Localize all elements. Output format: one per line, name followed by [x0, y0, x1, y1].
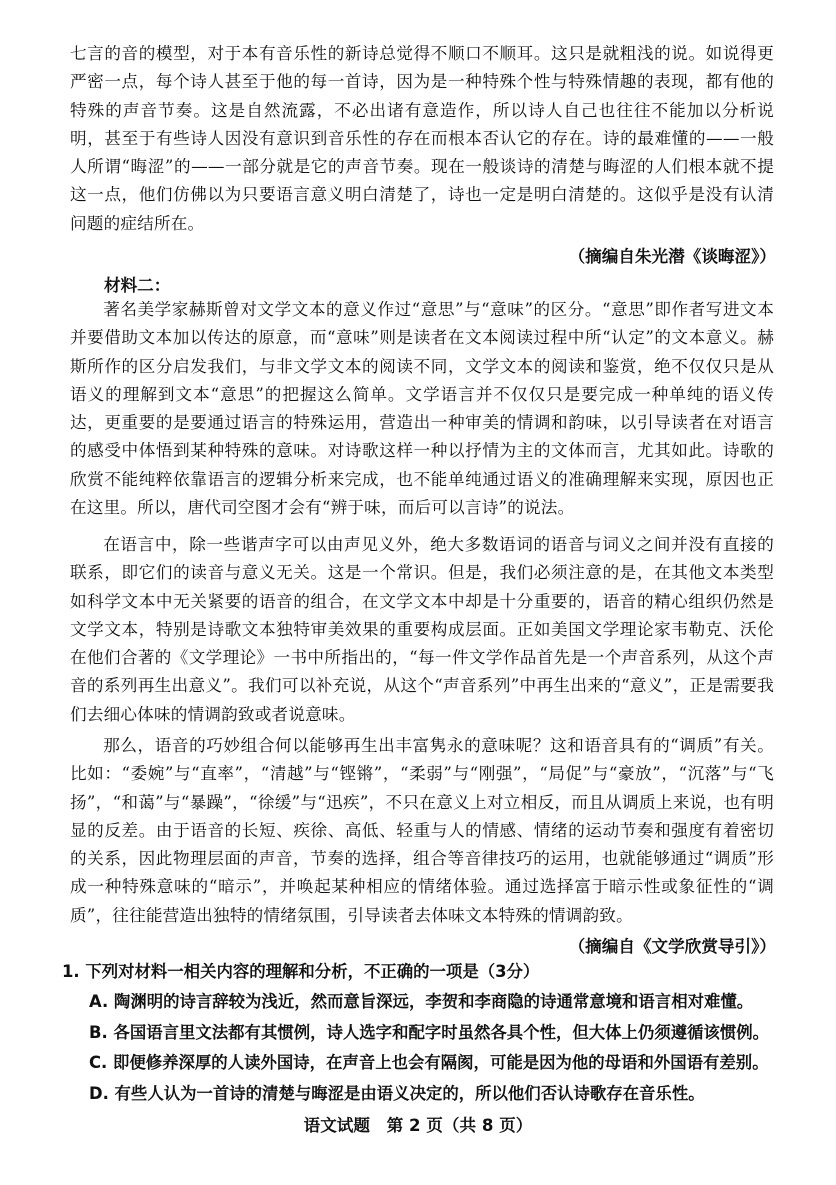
question-1-option-d[interactable]: D. 有些人认为一首诗的清楚与晦涩是由语义决定的，所以他们否认诗歌存在音乐性。: [89, 1083, 705, 1103]
question-1-stem: 1. 下列对材料一相关内容的理解和分析，不正确的一项是（3分）: [62, 962, 540, 981]
page-footer: 语文试题 第 2 页（共 8 页）: [303, 1116, 533, 1135]
question-1-option-b[interactable]: B. 各国语言里文法都有其惯例，诗人选字和配字时虽然各具个性，但大体上仍须遵循该惯例。: [89, 1022, 770, 1042]
material2-paragraph-2: 在语言中，除一些谐声字可以由声见义外，绝大多数语词的语音与词义之间并没有直接的联系，即它们的读音与意义无关。这是一个常识。但是，我们必须注意的是，在其他文本类型如科学文本中无关紧要的语音的组合，在文学文本中却是十分重要的，语音的精心组织仍然是文学文本，特别是诗歌文本独特审美效果的重要构成层面。正如美国文学理论家韦勒克、沃伦在他们合著的《文学理论》一书中所指出的，“每一件文学作品首先是一个声音系列，从这个声音的系列再生出意义”。我们可以补充说，从这个“声音系列”中再生出来的“意义”，正是需要我们去细心体味的情调韵致或者说意味。: [70, 535, 774, 724]
material2-paragraph-3: 那么，语音的巧妙组合何以能够再生出丰富隽永的意味呢？这和语音具有的“调质”有关。比如：“委婉”与“直率”，“清越”与“铿锵”，“柔弱”与“刚强”，“局促”与“豪放”，“沉落”与“飞扬”，“和蔼”与“暴躁”，“徐缓”与“迅疾”，不只在意义上对立相反，而且从调质上来说，也有明显的反差。由于语音的长短、疾徐、高低、轻重与人的情感、情绪的运动节奏和强度有着密切的关系，因此物理层面的声音，节奏的选择，组合等音律技巧的运用，也就能够通过“调质”形成一种特殊意味的“暗示”，并唤起某种相应的情绪体验。通过选择富于暗示性或象征性的“调质”，往往能营造出独特的情绪氛围，引导读者去体味文本特殊的情调韵致。: [70, 736, 774, 925]
material1-tail-paragraph: 七言的音的模型，对于本有音乐性的新诗总觉得不顺口不顺耳。这只是就粗浅的说。如说得更严密一点，每个诗人甚至于他的每一首诗，因为是一种特殊个性与特殊情趣的表现，都有他的特殊的声音节奏。这是自然流露，不必出诸有意造作，所以诗人自己也往往不能加以分析说明，甚至于有些诗人因没有意识到音乐性的存在而根本否认它的存在。诗的最难懂的——一般人所谓“晦涩”的——一部分就是它的声音节奏。现在一般谈诗的清楚与晦涩的人们根本就不提这一点，他们仿佛以为只要语言意义明白清楚了，诗也一定是明白清楚的。这似乎是没有认清问题的症结所在。: [70, 44, 774, 233]
material2-paragraph-1: 著名美学家赫斯曾对文学文本的意义作过“意思”与“意味”的区分。“意思”即作者写进文本并要借助文本加以传达的原意，而“意味”则是读者在文本阅读过程中所“认定”的文本意义。赫斯所作的区分启发我们，与非文学文本的阅读不同，文学文本的阅读和鉴赏，绝不仅仅只是从语义的理解到文本“意思”的把握这么简单。文学语言并不仅仅只是要完成一种单纯的语义传达，更重要的是要通过语言的特殊运用，营造出一种审美的情调和韵味，以引导读者在对语言的感受中体悟到某种特殊的意味。对诗歌这样一种以抒情为主的文体而言，尤其如此。诗歌的欣赏不能纯粹依靠语言的逻辑分析来完成，也不能单纯通过语义的准确理解来实现，原因也正在这里。所以，唐代司空图才会有“辨于味，而后可以言诗”的说法。: [70, 300, 774, 518]
material2-heading: 材料二：: [104, 276, 171, 295]
question-1-option-a[interactable]: A. 陶渊明的诗言辞较为浅近，然而意旨深远，李贺和李商隐的诗通常意境和语言相对难懂。: [89, 992, 754, 1011]
question-1-option-c[interactable]: C. 即便修养深厚的人读外国诗，在声音上也会有隔阂，可能是因为他的母语和外国语有差别。: [89, 1053, 769, 1072]
material2-source: （摘编自《文学欣赏导引》）: [568, 937, 776, 956]
question-1: [62, 957, 782, 1109]
material1-source: （摘编自朱光潜《谈晦涩》）: [568, 247, 776, 266]
